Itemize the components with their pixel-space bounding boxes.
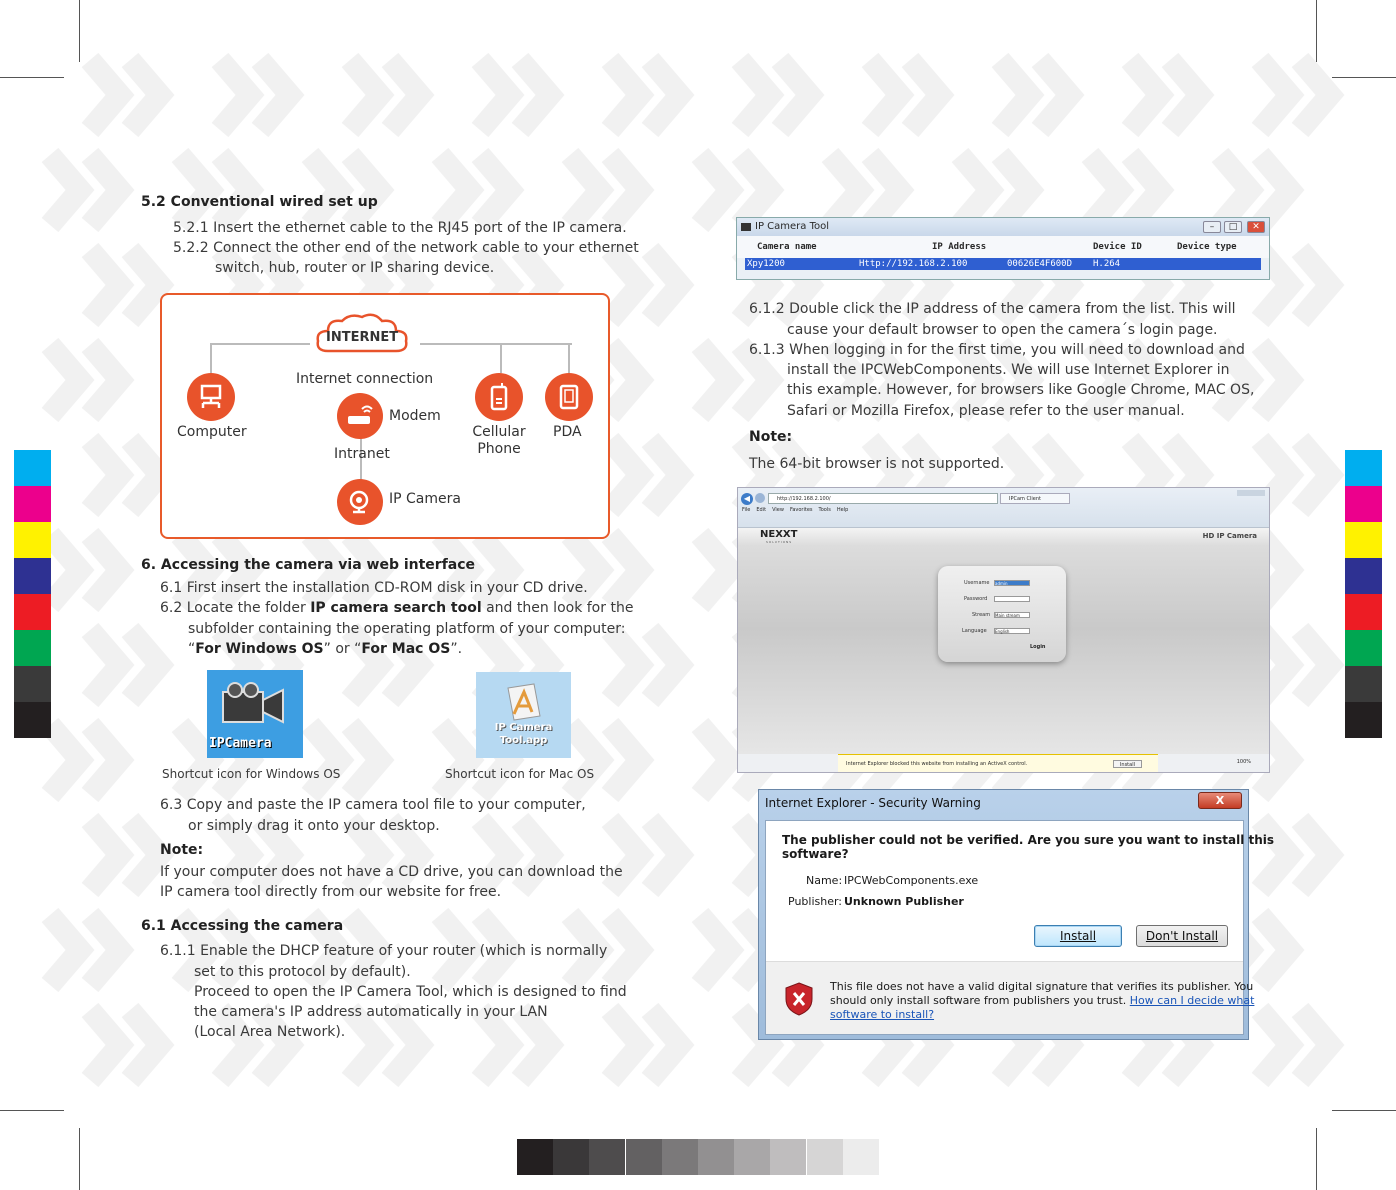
crop-mark [1332,77,1396,78]
step-text: Safari or Mozilla Firefox, please refer to the user manual. [787,403,1185,419]
gray-swatch [807,1139,843,1175]
table-cell: H.264 [1093,259,1121,269]
help-link[interactable]: How can I decide what [1129,994,1255,1007]
color-swatch [14,594,51,630]
window-title [737,218,1269,236]
browser-tab[interactable] [1000,493,1070,504]
ip-camera-label: IP Camera [389,491,461,507]
table-row[interactable] [745,258,1261,270]
browser-login-screenshot [737,487,1270,773]
intranet-label: Intranet [334,446,390,462]
question-text: software? [782,847,849,861]
column-header: Device type [1177,242,1237,252]
crop-mark [1316,1128,1317,1190]
step-text: install the IPCWebComponents. We will use Internet Explorer in [787,362,1230,378]
menu-item[interactable]: Edit [756,507,767,513]
modem-node [337,393,383,439]
cellular-node [475,373,523,421]
username-select[interactable] [994,580,1030,586]
gray-swatch [553,1139,589,1175]
column-header: Device ID [1093,242,1142,252]
window-title-text: IP Camera Tool [755,221,830,232]
step-text: 6.1.2 Double click the IP address of the camera from the list. This will [749,301,1236,317]
table-header [737,236,1269,258]
close-button[interactable]: ✕ [1247,221,1265,233]
menu-item[interactable]: File [742,507,751,513]
pda-label: PDA [553,424,582,440]
mac-icon-label: IP Camera [494,722,553,733]
modem-label: Modem [389,408,441,424]
crop-mark [0,77,64,78]
step-text: 6.1.1 Enable the DHCP feature of your router (which is normally [160,943,608,959]
step-text: “For Windows OS” or “For Mac OS”. [188,641,463,657]
install-button[interactable]: Install [1034,925,1122,947]
infobar-text: Internet Explorer blocked this website from installing an ActiveX control. [846,761,1028,767]
connector-line [420,343,572,345]
step-text: Proceed to open the IP Camera Tool, which is designed to find [194,984,627,1000]
gray-swatch [626,1139,662,1175]
password-field[interactable] [994,596,1030,602]
maximize-button[interactable]: □ [1224,221,1242,233]
win-icon-label: IPCamera [209,736,272,751]
computer-icon [197,383,225,411]
stream-select[interactable] [994,612,1030,618]
step-text: 5.2.2 Connect the other end of the network cable to your ethernet [173,240,639,256]
step-text: the camera's IP address automatically in your LAN [194,1004,548,1020]
step-text: or simply drag it onto your desktop. [188,818,440,834]
color-swatch [1345,486,1382,522]
connector-line [500,343,502,373]
cellular-label: Phone [477,441,521,457]
color-swatch [14,486,51,522]
note-text: The 64-bit browser is not supported. [749,456,1005,472]
dialog-panel [765,820,1275,1035]
ip-camera-node [337,479,383,525]
table-cell: 00626E4F600D [1007,259,1073,269]
gray-swatch [770,1139,806,1175]
dont-install-button[interactable]: Don't Install [1136,925,1228,947]
color-swatch [14,558,51,594]
window-controls [1237,490,1265,496]
login-page [738,546,1269,754]
gray-swatch [734,1139,770,1175]
name-value: IPCWebComponents.exe [844,874,979,887]
publisher-label: Publisher: [788,895,843,908]
step-text: (Local Area Network). [194,1024,346,1040]
menu-item[interactable]: Tools [818,507,831,513]
crop-mark [1332,1110,1396,1111]
menu-item[interactable]: View [772,507,784,513]
shield-warning-icon [784,982,814,1016]
computer-label: Computer [177,424,247,440]
question-text: The publisher could not be verified. Are you sure you want to install this [782,833,1275,847]
color-swatch [14,702,51,738]
gray-swatch [843,1139,879,1175]
app-icon [502,680,546,724]
app-icon [741,223,751,231]
color-swatch [14,666,51,702]
step-text: cause your default browser to open the camera´s login page. [787,322,1218,338]
gray-swatch [517,1139,553,1175]
tab-label: IPCam Client [1009,496,1041,502]
language-select[interactable] [994,628,1030,634]
login-box [938,566,1066,662]
browser-toolbar [738,488,1269,528]
camera-icon [346,488,374,516]
step-text: 6.2 Locate the folder IP camera search tool and then look for the [160,600,634,616]
close-button[interactable]: X [1198,792,1242,809]
note-label: Note: [749,429,793,445]
address-bar[interactable] [768,493,998,504]
mac-icon-label: Tool.app [499,735,548,746]
video-camera-icon [221,682,287,728]
network-diagram [160,293,610,539]
infobar-install-button[interactable]: Install [1113,760,1142,768]
password-label: Password [964,596,988,602]
ip-camera-tool-window [736,217,1270,280]
gray-swatch [589,1139,625,1175]
stream-label: Stream [972,612,991,618]
stream-value: Main stream [995,613,1020,618]
step-text: 6.3 Copy and paste the IP camera tool file to your computer, [160,797,586,813]
activex-infobar [838,754,1158,772]
language-label: Language [962,628,987,634]
icon-caption: Shortcut icon for Mac OS [445,767,595,781]
section-heading: 5.2 Conventional wired set up [141,194,378,210]
connector-line [568,343,570,373]
crop-mark [0,1110,64,1111]
language-value: English [995,629,1010,634]
column-header: Camera name [757,242,817,252]
login-button[interactable]: Login [1030,644,1046,650]
warning-text: This file does not have a valid digital signature that verifies its publisher. You [830,980,1254,993]
back-icon[interactable]: ◀ [741,493,753,505]
address-text: http://192.168.2.100/ [777,496,831,502]
help-link[interactable]: software to install? [830,1008,935,1021]
color-swatch [1345,630,1382,666]
color-swatch [14,450,51,486]
username-label: Username [964,580,990,586]
section-heading: 6. Accessing the camera via web interface [141,557,476,573]
color-swatch [1345,666,1382,702]
pda-icon [558,383,580,411]
modem-icon [345,403,375,429]
color-swatch [14,522,51,558]
menu-bar [742,507,848,513]
minimize-button[interactable]: – [1203,221,1221,233]
computer-node [187,373,235,421]
step-text: subfolder containing the operating platform of your computer: [188,621,626,637]
step-text: switch, hub, router or IP sharing device. [215,260,495,276]
brand-logo: NEXXT [760,529,798,540]
color-swatch [14,630,51,666]
cellphone-icon [488,383,510,411]
note-label: Note: [160,842,204,858]
internet-connection-label: Internet connection [296,371,434,387]
security-warning-dialog [758,789,1275,1040]
column-header: IP Address [932,242,987,252]
hd-label: HD IP Camera [1202,532,1257,540]
warning-area [766,961,1255,1034]
warning-text: should only install software from publishers you trust. How can I decide what [830,994,1255,1007]
forward-icon[interactable] [755,493,765,503]
zoom-level[interactable]: 100% [1236,759,1251,765]
connector-line [210,343,310,345]
crop-mark [1316,0,1317,62]
color-swatch [1345,522,1382,558]
connector-line [210,343,212,373]
table-cell: Xpy1200 [747,259,785,269]
ip-camera-tool-mac-shortcut[interactable] [476,672,571,758]
step-text: 6.1 First insert the installation CD-ROM disk in your CD drive. [160,580,588,596]
site-header [738,528,1269,546]
step-text: this example. However, for browsers like Google Chrome, MAC OS, [787,382,1255,398]
color-swatch [1345,450,1382,486]
step-text: 6.1.3 When logging in for the first time, you will need to download and [749,342,1245,358]
gray-swatch [698,1139,734,1175]
step-text: 5.2.1 Insert the ethernet cable to the RJ45 port of the IP camera. [173,220,627,236]
dialog-title: Internet Explorer - Security Warning [765,796,981,810]
name-label: Name: [806,874,843,887]
color-swatch [1345,594,1382,630]
color-swatch [1345,558,1382,594]
color-swatch [1345,702,1382,738]
gray-swatch [662,1139,698,1175]
publisher-value: Unknown Publisher [844,895,964,908]
username-value: admin [995,581,1008,586]
section-heading: 6.1 Accessing the camera [141,918,344,934]
crop-mark [79,0,80,62]
table-cell[interactable]: Http://192.168.2.100 [859,259,968,269]
brand-subtitle: SOLUTIONS [766,540,793,544]
menu-item[interactable]: Favorites [789,507,813,513]
ip-camera-windows-shortcut[interactable] [207,670,303,758]
note-text: IP camera tool directly from our website for free. [160,884,502,900]
pda-node [545,373,593,421]
crop-mark [79,1128,80,1190]
icon-caption: Shortcut icon for Windows OS [162,767,341,781]
internet-label: INTERNET [326,330,399,345]
menu-item[interactable]: Help [836,507,849,513]
note-text: If your computer does not have a CD drive, you can download the [160,864,623,880]
cellular-label: Cellular [472,424,526,440]
step-text: set to this protocol by default). [194,964,411,980]
